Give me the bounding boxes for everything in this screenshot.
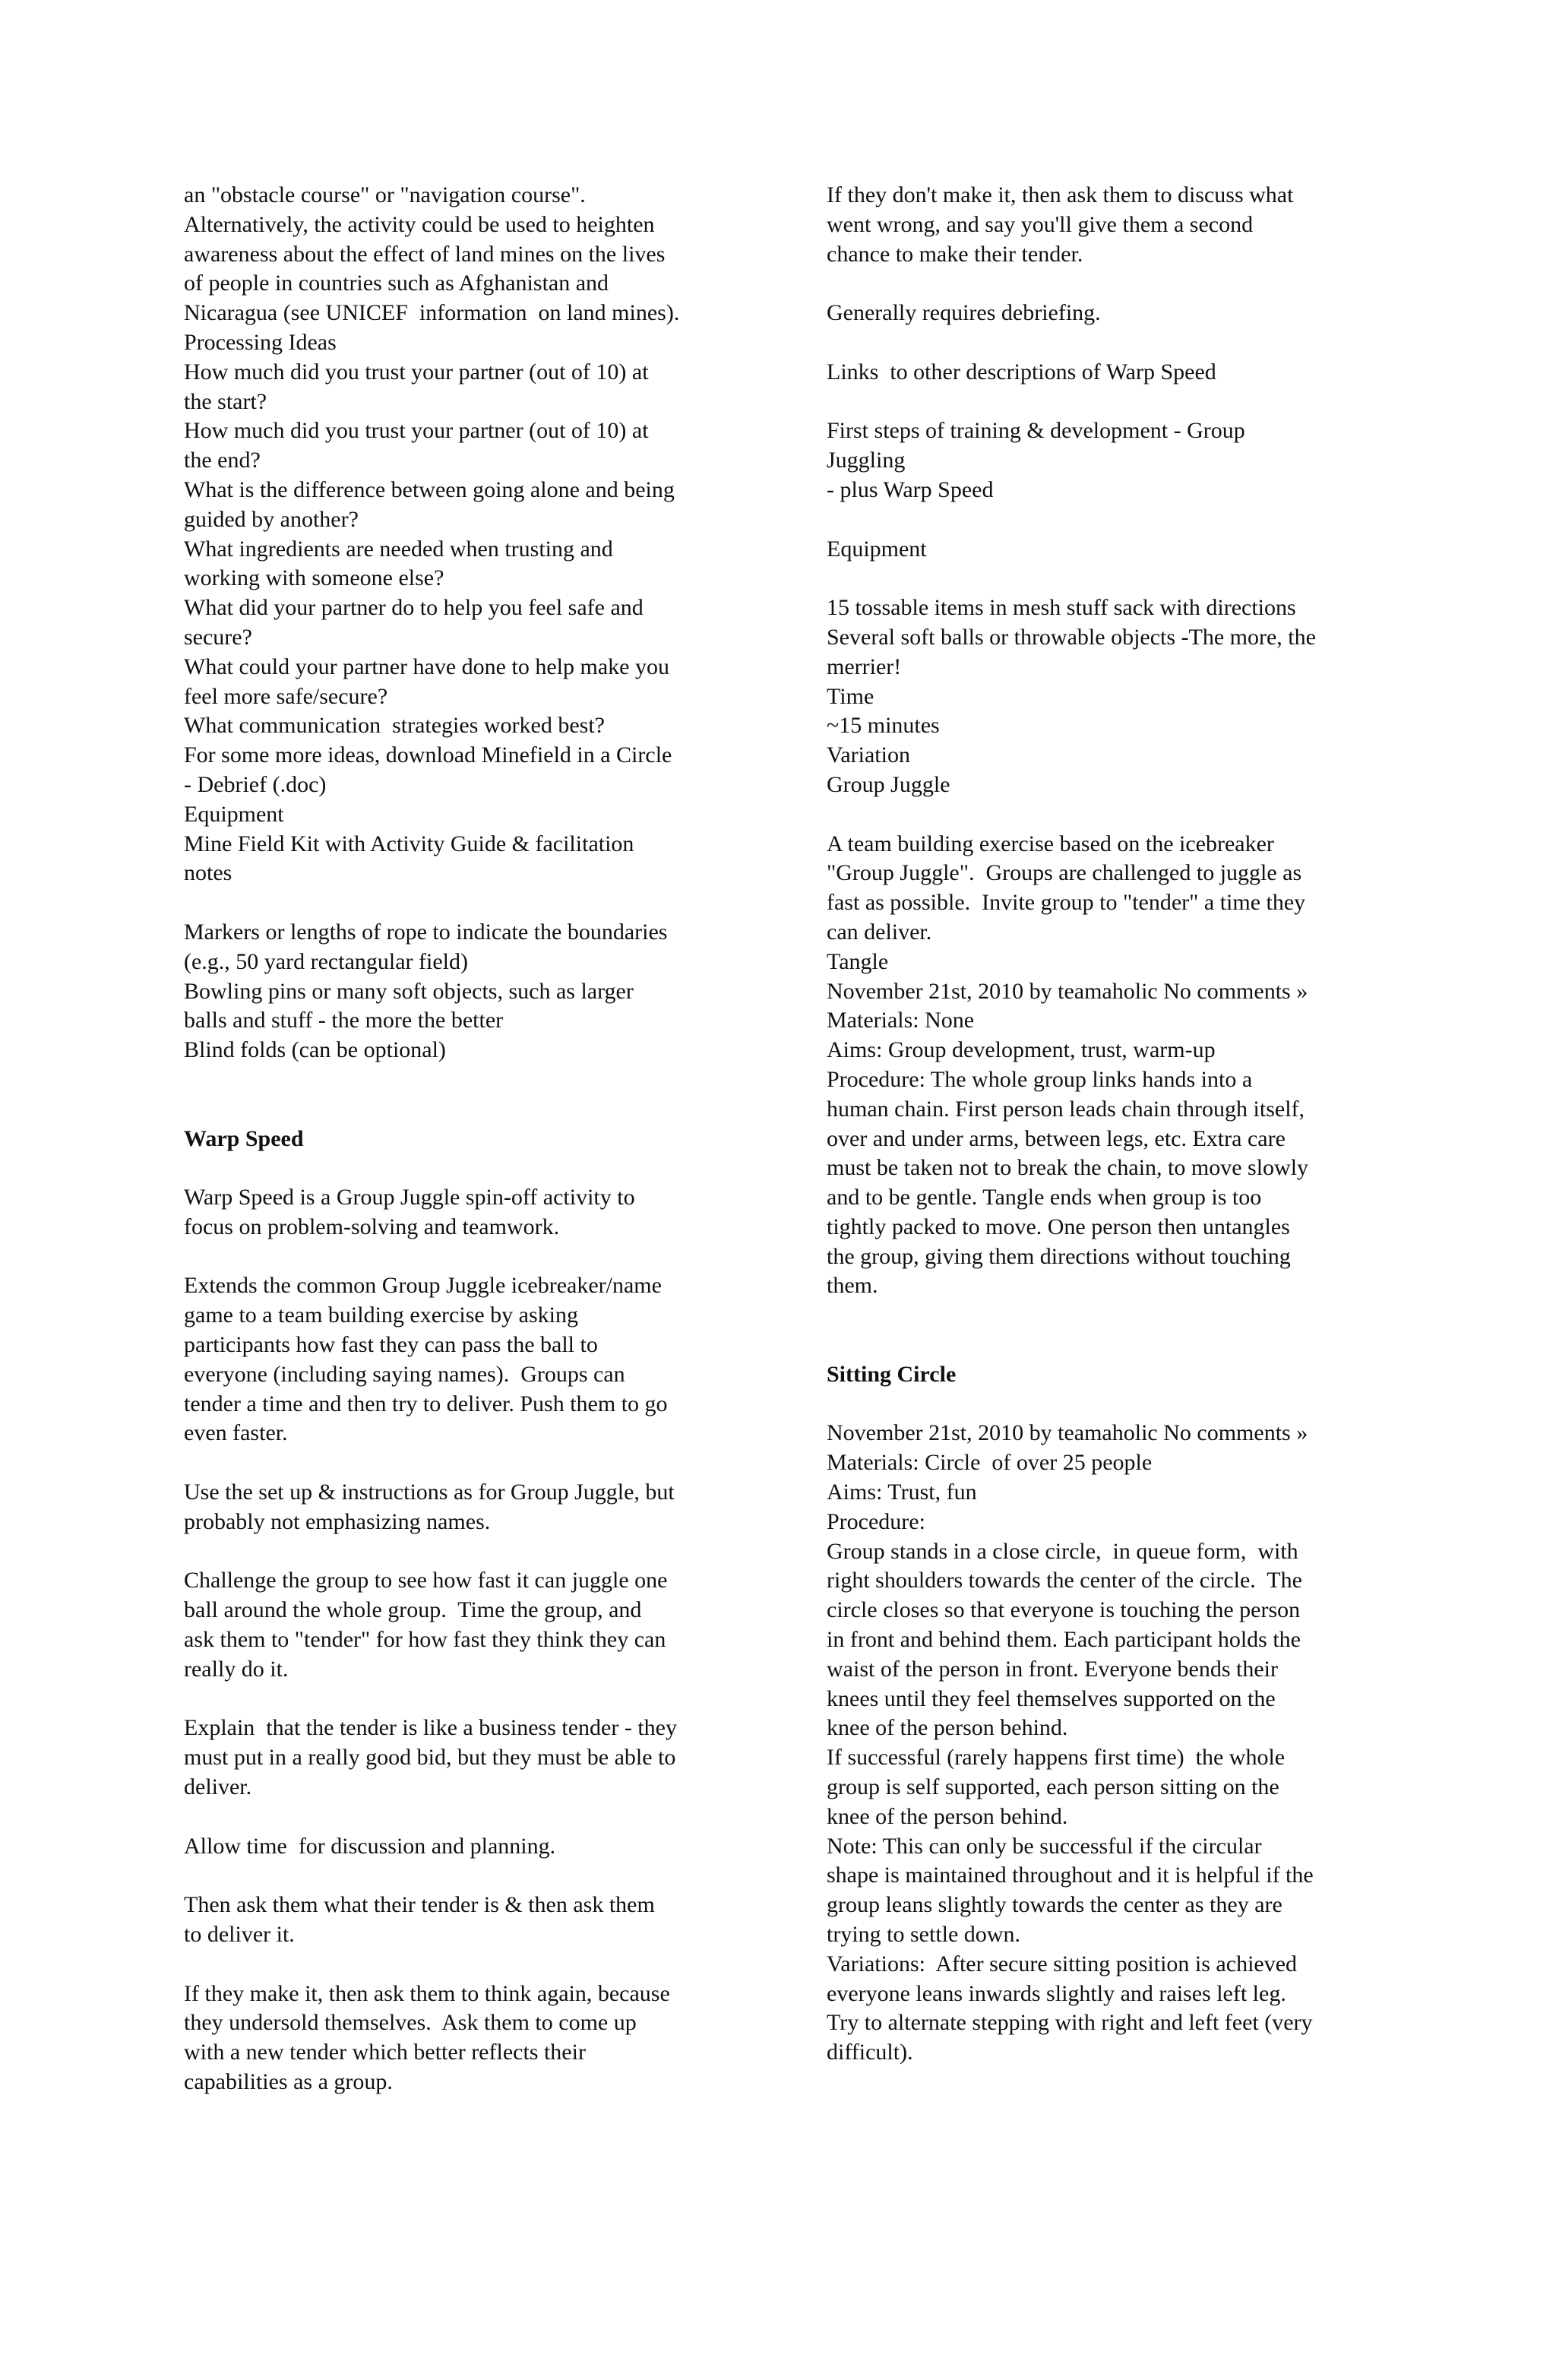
text-line: Juggling [827, 448, 906, 473]
text-line: Group stands in a close circle, in queue form, with [827, 1538, 1298, 1564]
text-line: probably not emphasizing names. [184, 1508, 491, 1534]
text-line: knee of the person behind. [827, 1715, 1068, 1741]
text-line: knees until they feel themselves supported on the [827, 1685, 1276, 1711]
text-line: the group, giving them directions without touching [827, 1243, 1291, 1269]
blank-line [827, 800, 1389, 830]
text-line: they undersold themselves. Ask them to come up [184, 2010, 637, 2036]
text-line: with a new tender which better reflects their [184, 2040, 586, 2065]
text-line: really do it. [184, 1656, 289, 1682]
text-line: Blind folds (can be optional) [184, 1037, 446, 1063]
text-line: Materials: None [827, 1008, 975, 1033]
blank-line [184, 1448, 746, 1478]
text-line: in front and behind them. Each participant holds the [827, 1627, 1301, 1653]
text-line: went wrong, and say you'll give them a second [827, 211, 1254, 237]
text-line: If they don't make it, then ask them to discuss what [827, 182, 1294, 207]
text-line: notes [184, 860, 232, 886]
text-line: Processing Ideas [184, 329, 337, 355]
text-line: focus on problem-solving and teamwork. [184, 1214, 560, 1239]
blank-line [184, 1950, 746, 1980]
text-line: merrier! [827, 654, 902, 679]
text-line: If successful (rarely happens first time) the whole [827, 1745, 1286, 1771]
text-line: (e.g., 50 yard rectangular field) [184, 948, 468, 974]
text-line: Group Juggle [827, 771, 950, 797]
section-heading: Warp Speed [184, 1125, 304, 1151]
blank-line [827, 328, 1389, 358]
text-line: Allow time for discussion and planning. [184, 1833, 556, 1859]
text-line: secure? [184, 624, 252, 650]
text-line: guided by another? [184, 506, 359, 532]
text-line: circle closes so that everyone is touching the person [827, 1597, 1301, 1623]
text-line: If they make it, then ask them to think again, because [184, 1980, 670, 2006]
text-line: What ingredients are needed when trusting and [184, 536, 613, 562]
text-line: chance to make their tender. [827, 241, 1083, 267]
text-line: capabilities as a group. [184, 2069, 393, 2094]
text-line: November 21st, 2010 by teamaholic No comments » [827, 978, 1308, 1004]
blank-line [184, 1095, 746, 1125]
blank-line [827, 388, 1389, 417]
text-line: Equipment [827, 536, 927, 562]
text-line: Several soft balls or throwable objects -The more, the [827, 624, 1316, 650]
text-line: Variation [827, 742, 910, 768]
text-line: the start? [184, 388, 267, 414]
text-line: everyone (including saying names). Groups can [184, 1361, 625, 1387]
text-line: Nicaragua (see UNICEF information on land mines). [184, 300, 680, 326]
text-line: November 21st, 2010 by teamaholic No comments » [827, 1420, 1308, 1446]
text-line: participants how fast they can pass the ball to [184, 1332, 598, 1358]
text-line: fast as possible. Invite group to "tender" a time they [827, 890, 1306, 916]
text-line: - plus Warp Speed [827, 476, 994, 502]
text-line: Note: This can only be successful if the circular [827, 1833, 1262, 1859]
blank-line [184, 1065, 746, 1095]
text-line: tightly packed to move. One person then untangles [827, 1214, 1290, 1239]
text-line: ask them to "tender" for how fast they think they can [184, 1627, 666, 1653]
text-line: group is self supported, each person sitting on the [827, 1774, 1279, 1800]
text-line: shape is maintained throughout and it is helpful if the [827, 1863, 1314, 1888]
text-line: human chain. First person leads chain through itself, [827, 1096, 1305, 1122]
text-line: - Debrief (.doc) [184, 771, 327, 797]
text-line: How much did you trust your partner (out of 10) at [184, 418, 649, 444]
text-line: Materials: Circle of over 25 people [827, 1450, 1153, 1476]
text-line: the end? [184, 448, 261, 473]
left-text-column [184, 181, 746, 2097]
text-line: can deliver. [827, 919, 932, 945]
text-line: of people in countries such as Afghanistan and [184, 271, 609, 296]
text-line: difficult). [827, 2040, 913, 2065]
text-line: knee of the person behind. [827, 1803, 1068, 1829]
text-line: ball around the whole group. Time the group, and [184, 1597, 642, 1623]
text-line: For some more ideas, download Minefield in a Circle [184, 742, 672, 768]
text-line: What communication strategies worked best? [184, 713, 605, 739]
text-line: "Group Juggle". Groups are challenged to juggle as [827, 860, 1302, 886]
text-line: Variations: After secure sitting position is achieved [827, 1951, 1298, 1976]
blank-line [184, 1685, 746, 1714]
text-line: to deliver it. [184, 1922, 295, 1948]
text-line: group leans slightly towards the center as they are [827, 1892, 1282, 1918]
right-text-column [827, 181, 1389, 2068]
text-line: and to be gentle. Tangle ends when group is too [827, 1185, 1262, 1211]
blank-line [827, 269, 1389, 299]
blank-line [827, 564, 1389, 593]
text-line: What is the difference between going alone and being [184, 476, 675, 502]
text-line: right shoulders towards the center of the circle. The [827, 1568, 1302, 1594]
blank-line [184, 1242, 746, 1272]
text-line: Links to other descriptions of Warp Speed [827, 359, 1216, 385]
text-line: Equipment [184, 801, 284, 827]
text-line: trying to settle down. [827, 1922, 1020, 1948]
text-line: How much did you trust your partner (out of 10) at [184, 359, 649, 385]
text-line: must put in a really good bid, but they must be able to [184, 1745, 676, 1771]
text-line: Try to alternate stepping with right and left feet (very [827, 2010, 1313, 2036]
blank-line [827, 1331, 1389, 1360]
text-line: even faster. [184, 1420, 288, 1446]
text-line: Aims: Trust, fun [827, 1480, 977, 1505]
text-line: feel more safe/secure? [184, 683, 388, 709]
text-line: Challenge the group to see how fast it can juggle one [184, 1568, 668, 1594]
text-line: deliver. [184, 1774, 252, 1800]
text-line: them. [827, 1273, 878, 1299]
text-line: tender a time and then try to deliver. Push them to go [184, 1391, 668, 1416]
blank-line [184, 1154, 746, 1183]
text-line: Extends the common Group Juggle icebreaker/name [184, 1273, 662, 1299]
text-line: Procedure: The whole group links hands into a [827, 1066, 1253, 1092]
text-line: ~15 minutes [827, 713, 940, 739]
text-line: Mine Field Kit with Activity Guide & facilitation [184, 831, 634, 856]
section-heading: Sitting Circle [827, 1361, 957, 1387]
text-line: balls and stuff - the more the better [184, 1008, 504, 1033]
blank-line [184, 1861, 746, 1891]
blank-line [827, 1390, 1389, 1419]
text-line: Bowling pins or many soft objects, such as larger [184, 978, 634, 1004]
blank-line [184, 888, 746, 918]
text-line: awareness about the effect of land mines on the lives [184, 241, 666, 267]
text-line: Aims: Group development, trust, warm-up [827, 1037, 1216, 1063]
text-line: an "obstacle course" or "navigation course". [184, 182, 586, 207]
text-line: First steps of training & development - Group [827, 418, 1245, 444]
text-line: Explain that the tender is like a business tender - they [184, 1715, 677, 1741]
text-line: 15 tossable items in mesh stuff sack with directions [827, 595, 1296, 621]
text-line: A team building exercise based on the icebreaker [827, 831, 1274, 856]
text-line: must be taken not to break the chain, to move slowly [827, 1155, 1309, 1181]
blank-line [827, 1301, 1389, 1331]
text-line: What did your partner do to help you feel safe and [184, 595, 644, 621]
text-line: Procedure: [827, 1508, 925, 1534]
text-line: over and under arms, between legs, etc. Extra care [827, 1125, 1286, 1151]
text-line: waist of the person in front. Everyone bends their [827, 1656, 1279, 1682]
text-line: everyone leans inwards slightly and raises left leg. [827, 1980, 1286, 2006]
text-line: Use the set up & instructions as for Group Juggle, but [184, 1480, 675, 1505]
blank-line [184, 1802, 746, 1832]
text-line: Time [827, 683, 874, 709]
text-line: Warp Speed is a Group Juggle spin-off activity to [184, 1185, 635, 1211]
text-line: What could your partner have done to help make you [184, 654, 669, 679]
text-line: Then ask them what their tender is & then ask them [184, 1892, 655, 1918]
text-line: game to a team building exercise by asking [184, 1302, 579, 1328]
text-line: Markers or lengths of rope to indicate the boundaries [184, 919, 668, 945]
text-line: working with someone else? [184, 565, 444, 591]
text-line: Tangle [827, 948, 889, 974]
text-line: Generally requires debriefing. [827, 300, 1101, 326]
text-line: Alternatively, the activity could be used to heighten [184, 211, 655, 237]
blank-line [827, 505, 1389, 535]
blank-line [184, 1537, 746, 1567]
